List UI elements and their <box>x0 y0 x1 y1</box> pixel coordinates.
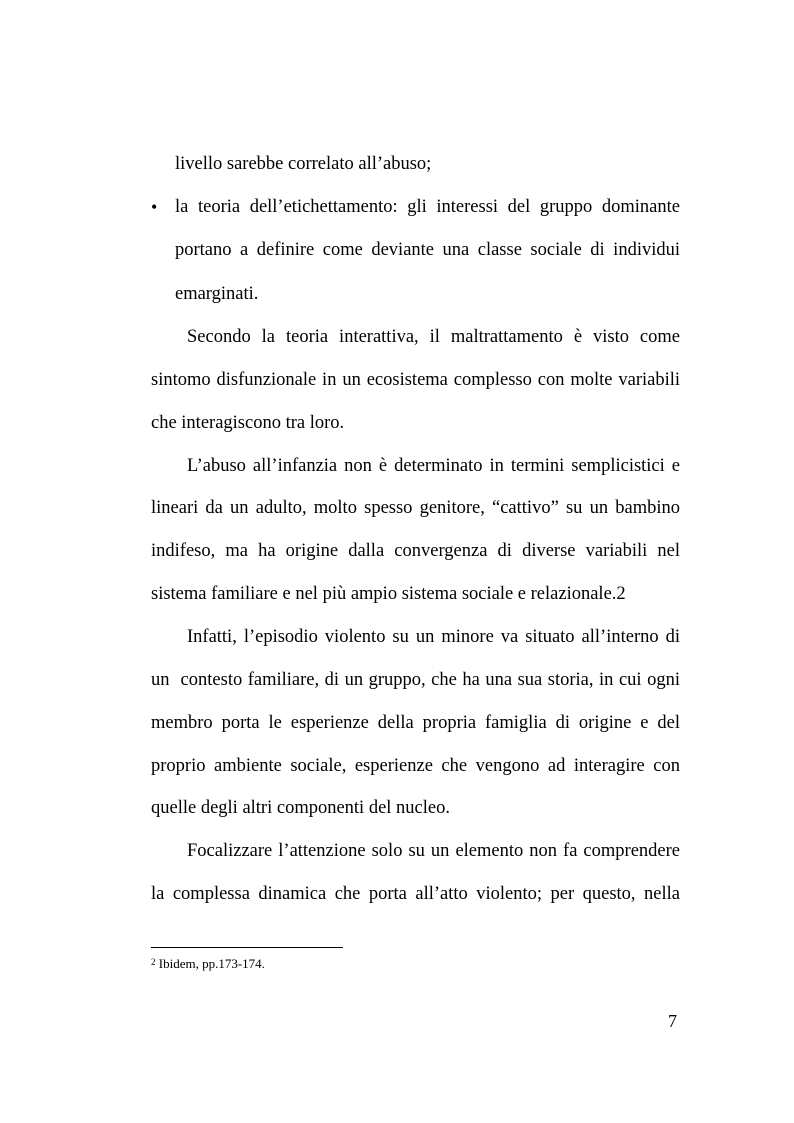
footnote <box>151 956 265 972</box>
footnote-number: 2 <box>151 957 156 967</box>
body-line-16: quelle degli altri componenti del nucleo. <box>151 798 450 818</box>
body-line-15: proprio ambiente sociale, esperienze che vengono ad interagire con <box>151 756 680 776</box>
body-line-11: sistema familiare e nel più ampio sistema sociale e relazionale.2 <box>151 584 626 604</box>
bullet-icon: • <box>151 197 158 217</box>
body-line-4: emarginati. <box>175 284 259 304</box>
body-line-8: L’abuso all’infanzia non è determinato in termini semplicistici e <box>187 456 680 476</box>
body-line-17: Focalizzare l’attenzione solo su un elemento non fa comprendere <box>187 841 680 861</box>
body-line-14: membro porta le esperienze della propria famiglia di origine e del <box>151 713 680 733</box>
body-line-10: indifeso, ma ha origine dalla convergenza di diverse variabili nel <box>151 541 680 561</box>
body-line-6: sintomo disfunzionale in un ecosistema complesso con molte variabili <box>151 370 680 390</box>
page-number: 7 <box>668 1011 677 1031</box>
footnote-separator <box>151 947 343 948</box>
footnote-text: Ibidem, pp.173-174. <box>155 956 265 971</box>
body-line-7: che interagiscono tra loro. <box>151 413 345 433</box>
body-line-13: un contesto familiare, di un gruppo, che ha una sua storia, in cui ogni <box>151 670 680 690</box>
body-line-9: lineari da un adulto, molto spesso genitore, “cattivo” su un bambino <box>151 498 680 518</box>
body-line-18: la complessa dinamica che porta all’atto violento; per questo, nella <box>151 884 680 904</box>
body-line-12: Infatti, l’episodio violento su un minore va situato all’interno di <box>187 627 680 647</box>
body-line-3: portano a definire come deviante una classe sociale di individui <box>175 240 680 260</box>
body-line-2: la teoria dell’etichettamento: gli interessi del gruppo dominante <box>175 197 680 217</box>
body-line-1: livello sarebbe correlato all’abuso; <box>175 154 432 174</box>
body-line-5: Secondo la teoria interattiva, il maltrattamento è visto come <box>187 327 680 347</box>
